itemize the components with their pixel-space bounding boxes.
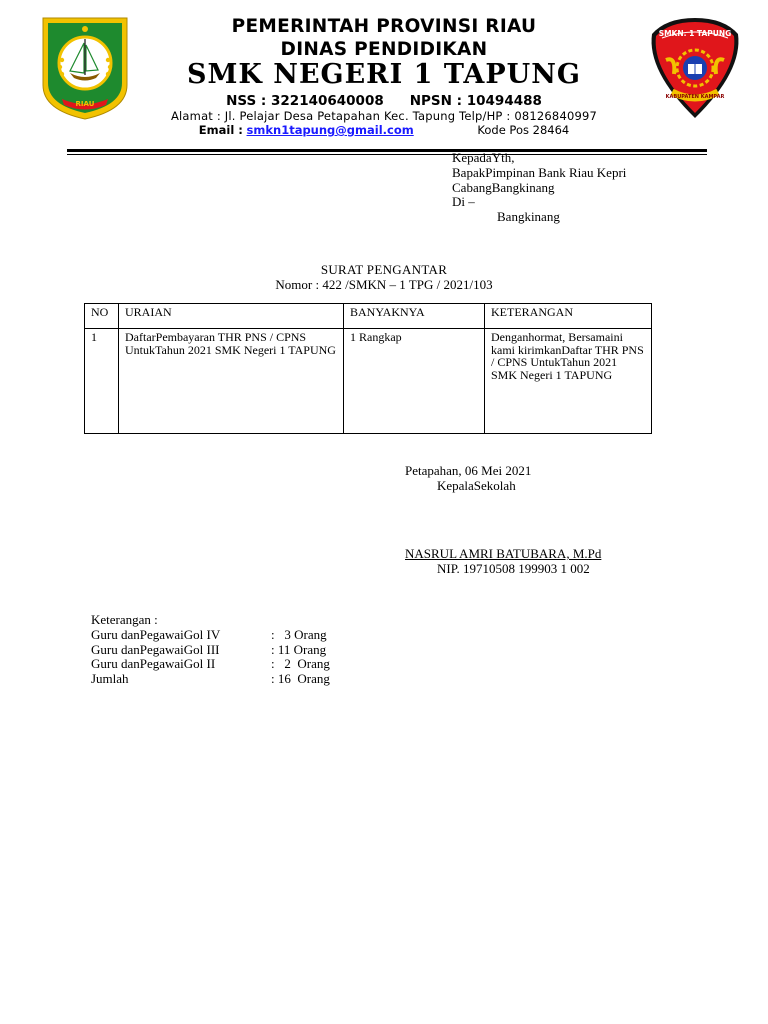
- table-row: [85, 329, 652, 434]
- postal-code: Kode Pos 28464: [477, 123, 570, 137]
- letter-title: SURAT PENGANTAR: [320, 262, 448, 277]
- row-number: 1: [85, 329, 119, 434]
- notes-value: : 2 Orang: [271, 656, 330, 672]
- row-quantity: 1 Rangkap: [344, 329, 485, 434]
- notes-label: Jumlah: [91, 671, 129, 687]
- nss-number: NSS : 322140640008: [226, 93, 384, 109]
- items-table: [84, 303, 652, 434]
- row-description: DaftarPembayaran THR PNS / CPNS UntukTahun 2021 SMK Negeri 1 TAPUNG: [119, 329, 344, 434]
- notes-block: [91, 613, 330, 687]
- riau-logo-text: RIAU: [75, 100, 95, 108]
- notes-value: : 3 Orang: [271, 626, 327, 642]
- notes-heading: Keterangan :: [91, 612, 158, 627]
- province-heading: PEMERINTAH PROVINSI RIAU: [231, 16, 537, 37]
- signature-role: KepalaSekolah: [437, 478, 516, 493]
- recipient-line: Bangkinang: [497, 209, 560, 225]
- school-address: Alamat : Jl. Pelajar Desa Petapahan Kec. Tapung Telp/HP : 08126840997: [170, 109, 598, 123]
- notes-value: : 16 Orang: [271, 671, 330, 687]
- column-header: BANYAKNYA: [344, 304, 485, 329]
- notes-row: [91, 672, 330, 687]
- notes-row: [91, 643, 330, 658]
- email-link[interactable]: smkn1tapung@gmail.com: [246, 123, 414, 137]
- column-header: URAIAN: [119, 304, 344, 329]
- table-header-row: [85, 304, 652, 329]
- contact-line: [0, 123, 768, 137]
- notes-label: Guru danPegawaiGol IV: [91, 626, 221, 642]
- department-heading: DINAS PENDIDIKAN: [280, 39, 488, 60]
- letter-number: Nomor : 422 /SMKN – 1 TPG / 2021/103: [275, 277, 493, 292]
- notes-label: Guru danPegawaiGol II: [91, 656, 216, 672]
- school-name-heading: SMK NEGERI 1 TAPUNG: [187, 59, 581, 90]
- email-label: Email :: [198, 123, 243, 137]
- recipient-line: KepadaYth,: [452, 150, 515, 165]
- column-header: KETERANGAN: [485, 304, 652, 329]
- recipient-line: BapakPimpinan Bank Riau Kepri: [452, 164, 627, 180]
- school-ids: [0, 93, 768, 109]
- notes-row: [91, 657, 330, 672]
- row-remarks: Denganhormat, Bersamaini kami kirimkanDaftar THR PNS / CPNS UntukTahun 2021 SMK Negeri 1 TAPUNG: [485, 329, 652, 434]
- notes-row: [91, 628, 330, 643]
- signature-place-date: Petapahan, 06 Mei 2021: [405, 463, 532, 478]
- notes-value: : 11 Orang: [271, 641, 327, 657]
- signature-nip: NIP. 19710508 199903 1 002: [437, 561, 590, 576]
- logo-school-name: SMKN. 1 TAPUNG: [658, 29, 732, 38]
- logo-regency-name: KABUPATEN KAMPAR: [665, 94, 725, 100]
- notes-label: Guru danPegawaiGol III: [91, 641, 220, 657]
- recipient-block: [452, 151, 626, 225]
- npsn-number: NPSN : 10494488: [409, 93, 542, 109]
- signature-name: NASRUL AMRI BATUBARA, M.Pd: [405, 546, 602, 561]
- recipient-line: CabangBangkinang: [452, 179, 555, 195]
- column-header: NO: [85, 304, 119, 329]
- recipient-line: Di –: [452, 194, 475, 210]
